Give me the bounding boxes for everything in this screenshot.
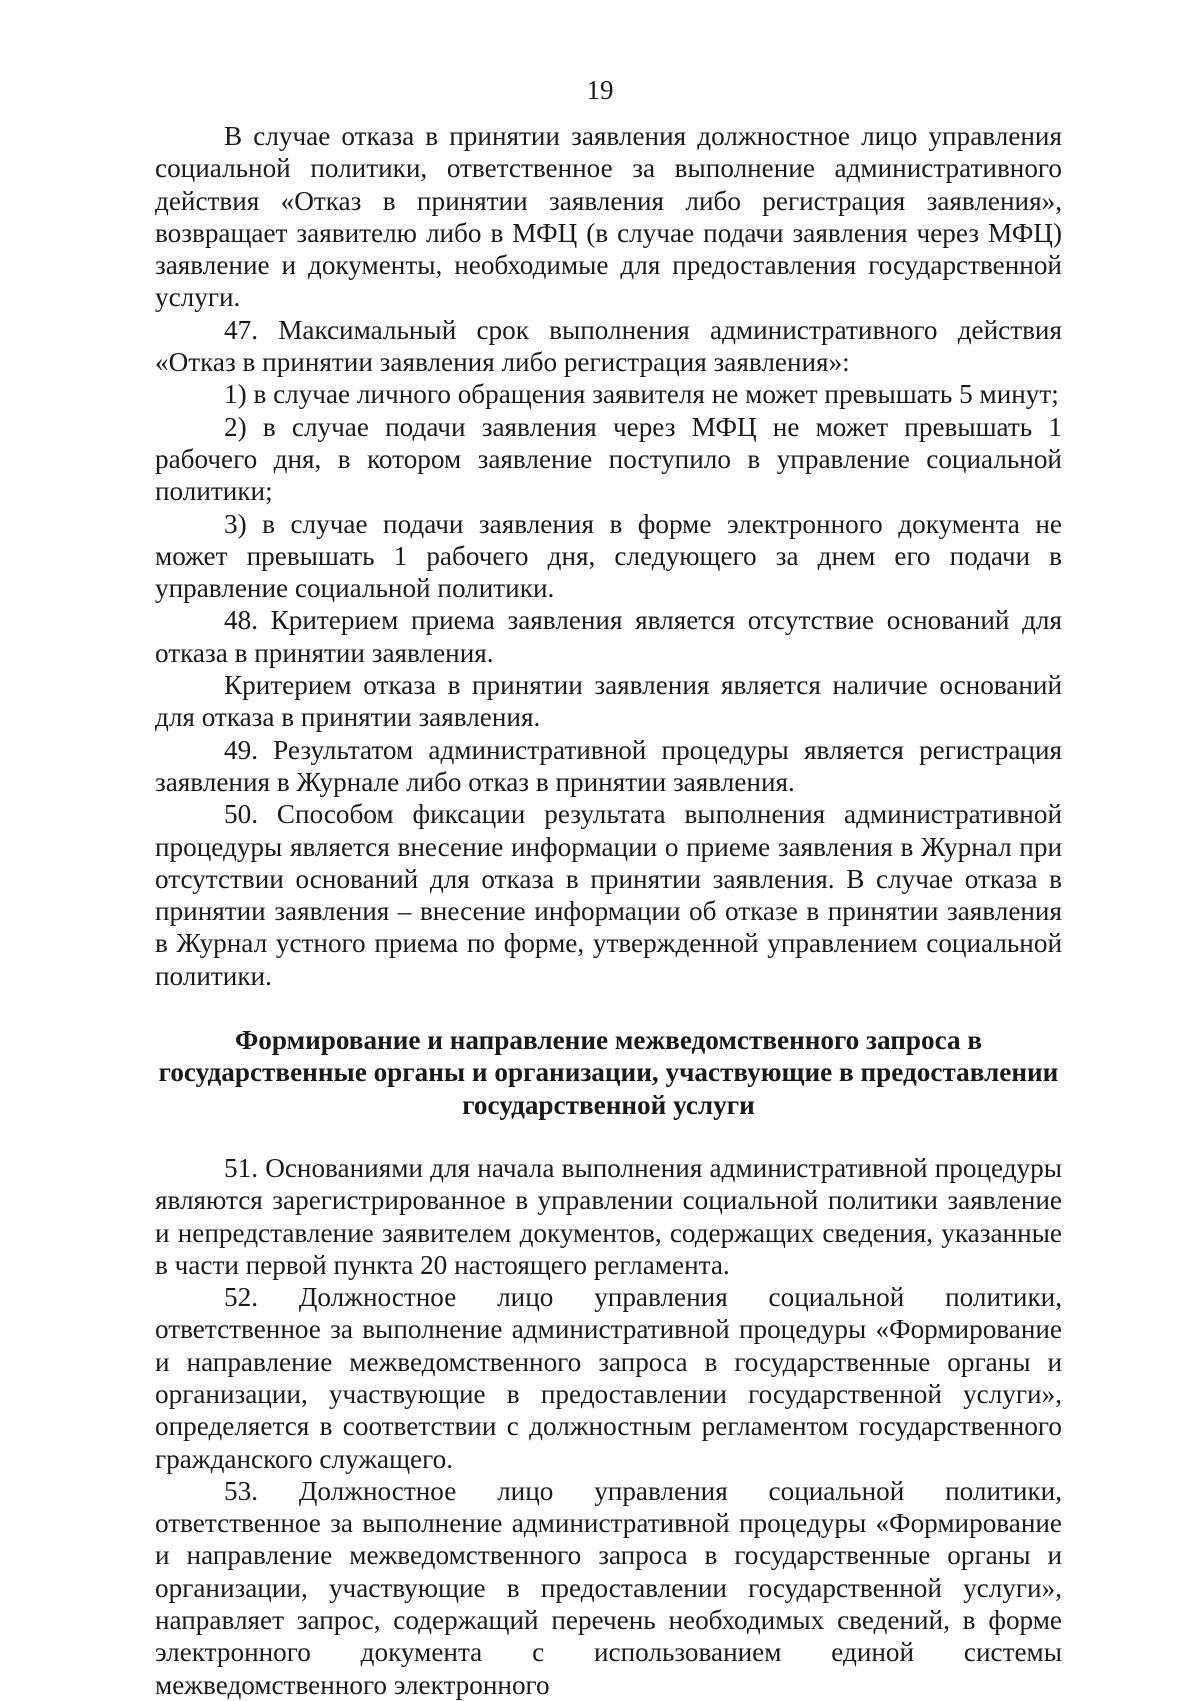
paragraph-50: 50. Способом фиксации результата выполнения административной процедуры является внесение информации о приеме заявления в Журнал при отсутствии оснований для отказа в принятии заявления. В случае отказа в принятии заявления – внесение информации об отказе в принятии заявления в Журнал устного приема по форме, утвержденной управлением социальной политики. bbox=[155, 799, 1062, 991]
document-body bbox=[155, 120, 1062, 1701]
paragraph-49: 49. Результатом административной процедуры является регистрация заявления в Журнале либо отказ в принятии заявления. bbox=[155, 734, 1062, 797]
page-number: 19 bbox=[586, 75, 614, 105]
paragraph-47: 47. Максимальный срок выполнения административного действия «Отказ в принятии заявления либо регистрация заявления»: bbox=[155, 314, 1062, 378]
paragraph-53: 53. Должностное лицо управления социальной политики, ответственное за выполнение административной процедуры «Формирование и направление межведомственного запроса в государственные органы и организации, участвующие в предоставлении государственной услуги», направляет запрос, содержащий перечень необходимых сведений, в форме электронного документа с использованием единой системы межведомственного электронного bbox=[155, 1475, 1062, 1700]
paragraph-48-refusal-criterion: Критерием отказа в принятии заявления является наличие оснований для отказа в принятии заявления. bbox=[155, 670, 1062, 733]
paragraph-48: 48. Критерием приема заявления является отсутствие оснований для отказа в принятии заявления. bbox=[155, 605, 1062, 668]
paragraph-47-item-3: 3) в случае подачи заявления в форме электронного документа не может превышать 1 рабочего дня, следующего за днем его подачи в управление социальной политики. bbox=[155, 508, 1062, 604]
paragraph-51: 51. Основаниями для начала выполнения административной процедуры являются зарегистрированное в управлении социальной политики заявление и непредставление заявителем документов, содержащих сведения, указанные в части первой пункта 20 настоящего регламента. bbox=[155, 1152, 1062, 1280]
paragraph-52: 52. Должностное лицо управления социальной политики, ответственное за выполнение административной процедуры «Формирование и направление межведомственного запроса в государственные органы и организации, участвующие в предоставлении государственной услуги», определяется в соответствии с должностным регламентом государственного гражданского служащего. bbox=[155, 1282, 1062, 1474]
paragraph-47-item-2: 2) в случае подачи заявления через МФЦ не может превышать 1 рабочего дня, в котором заявление поступило в управление социальной политики; bbox=[155, 411, 1062, 507]
paragraph-47-item-1: 1) в случае личного обращения заявителя не может превышать 5 минут; bbox=[224, 379, 1059, 410]
paragraph-refusal-return: В случае отказа в принятии заявления должностное лицо управления социальной политики, ответственное за выполнение административного действия «Отказ в принятии заявления либо регистрация заявления», возвращает заявителю либо в МФЦ (в случае подачи заявления через МФЦ) заявление и документы, необходимые для предоставления государственной услуги. bbox=[155, 121, 1062, 313]
section-heading: Формирование и направление межведомственного запроса в государственные органы и организации, участвующие в предоставлении государственной услуги bbox=[158, 1025, 1059, 1120]
